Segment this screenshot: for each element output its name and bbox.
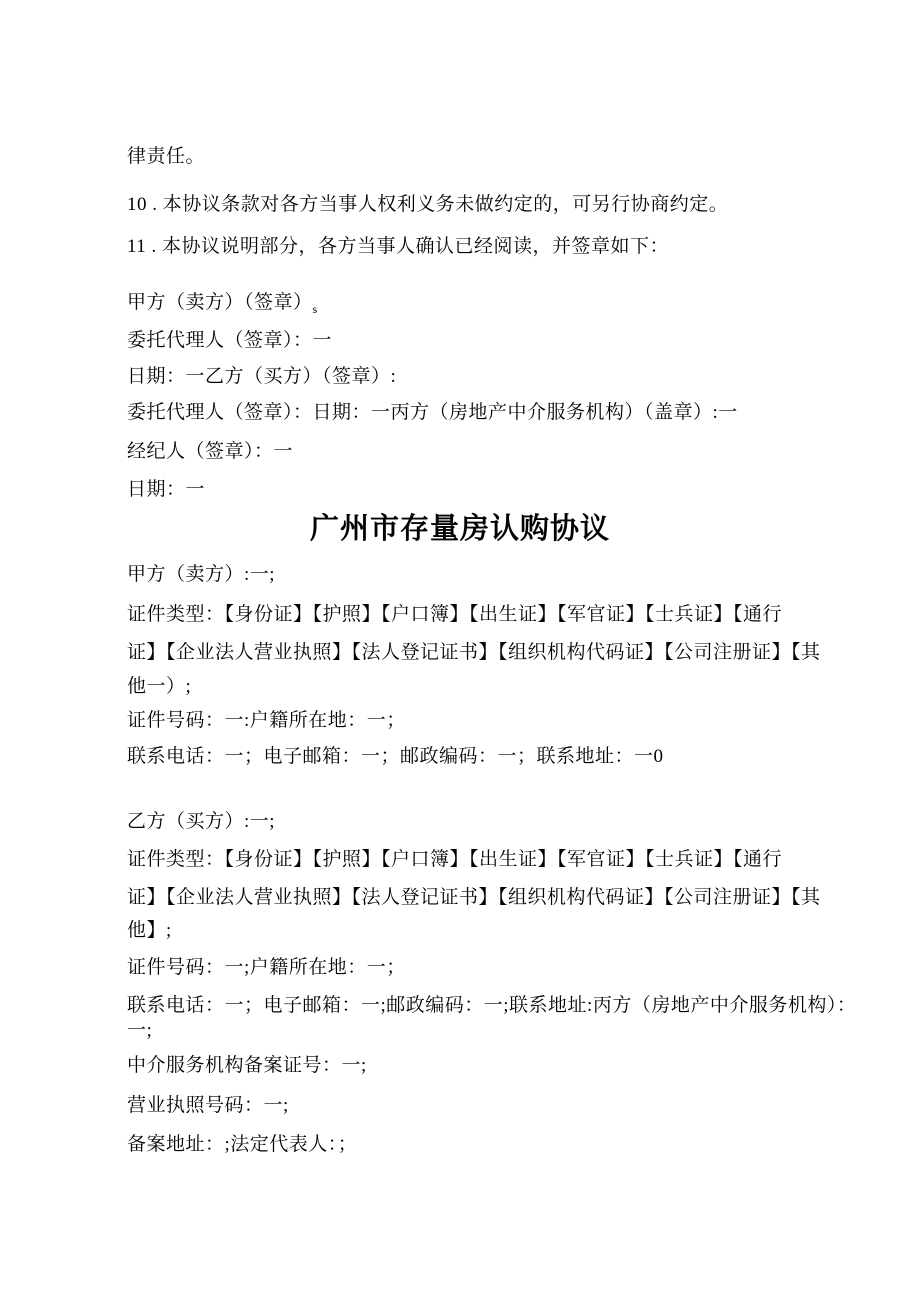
party-b-name: 乙方（买方）:一; [127,811,276,832]
signature-party-a-seal [127,292,318,320]
agreement-title: 广州市存量房认购协议 [309,513,610,545]
signature-date-party-b: 日期：一乙方（买方）（签章）: [127,366,397,387]
party-b-cert-number-residence: 证件号码：一;户籍所在地：一； [127,957,406,978]
signature-party-a-seal-label: 甲方（卖方）（签章） [127,292,313,313]
clause-10: 10 . 本协议条款对各方当事人权利义务未做约定的，可另行协商约定。 [127,194,729,215]
party-c-business-license: 营业执照号码：一; [127,1095,289,1116]
signature-agent-a: 委托代理人（签章）：一 [127,330,333,351]
party-c-record-address-legal-rep: 备案地址：;法定代表人：； [127,1134,358,1155]
party-b-contact-line1: 联系电话：一；电子邮箱：一;邮政编码：一;联系地址:丙方（房地产中介服务机构）： [127,995,857,1016]
party-a-name: 甲方（卖方）:一; [127,564,276,585]
party-a-cert-types-line3: 他一）; [127,676,192,697]
signature-date-final: 日期：一 [127,479,206,500]
party-b-cert-types-line1: 证件类型：【身份证】【护照】【户口簿】【出生证】【军官证】【士兵证】【通行 [127,849,783,870]
clause-11: 11 . 本协议说明部分，各方当事人确认已经阅读，并签章如下： [127,236,670,257]
closing-tail-line: 律责任。 [127,146,206,167]
signature-agent-b-date-party-c: 委托代理人（签章）：日期：一丙方（房地产中介服务机构）（盖章）:一 [127,402,738,423]
party-a-cert-types-line1: 证件类型：【身份证】【护照】【户口簿】【出生证】【军官证】【士兵证】【通行 [127,604,783,625]
party-a-contact: 联系电话：一；电子邮箱：一；邮政编码：一；联系地址：一0 [127,746,664,767]
signature-party-a-seal-subscript: s [312,301,318,316]
party-b-cert-types-line3: 他】; [127,920,172,941]
party-a-cert-types-line2: 证】【企业法人营业执照】【法人登记证书】【组织机构代码证】【公司注册证】【其 [127,642,821,663]
party-c-record-number: 中介服务机构备案证号：一; [127,1055,367,1076]
signature-broker: 经纪人（签章）：一 [127,441,294,462]
party-b-cert-types-line2: 证】【企业法人营业执照】【法人登记证书】【组织机构代码证】【公司注册证】【其 [127,887,821,908]
party-a-cert-number-residence: 证件号码：一:户籍所在地：一； [127,710,406,731]
party-b-contact-line2: 一; [127,1020,153,1041]
